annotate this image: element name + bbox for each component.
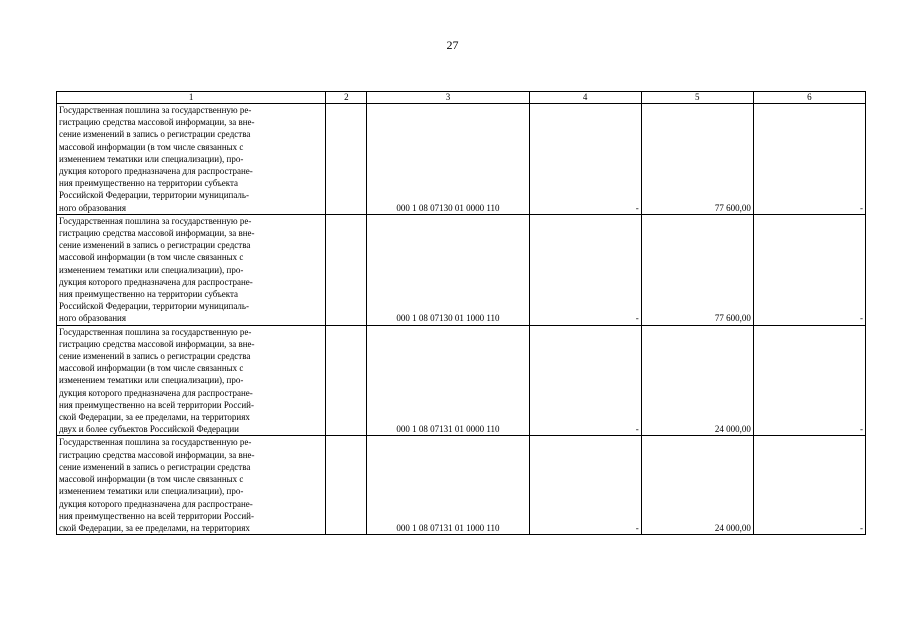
description-line: Государственная пошлина за государственную ре- — [59, 437, 252, 448]
description-line: сение изменений в запись о регистрации средства — [59, 351, 251, 362]
row-code: 000 1 08 07131 01 0000 110 — [367, 325, 529, 436]
row-col4: - — [529, 104, 641, 215]
row-code: 000 1 08 07130 01 1000 110 — [367, 214, 529, 325]
row-description — [57, 436, 326, 535]
table-row — [57, 436, 866, 535]
description-line: двух и более субъектов Российской Федерации — [59, 424, 239, 435]
row-col4: - — [529, 325, 641, 436]
description-line: изменением тематики или специализации), про- — [59, 375, 244, 386]
column-header-5: 5 — [641, 92, 753, 104]
row-col2 — [326, 104, 367, 215]
description-line: гистрацию средства массовой информации, за вне- — [59, 449, 255, 460]
row-col2 — [326, 325, 367, 436]
row-col6: - — [753, 214, 865, 325]
description-line: сение изменений в запись о регистрации средства — [59, 129, 251, 140]
table-row — [57, 104, 866, 215]
description-line: ской Федерации, за ее пределами, на территориях — [59, 522, 250, 533]
description-line: массовой информации (в том числе связанных с — [59, 141, 244, 152]
table-row — [57, 214, 866, 325]
row-col2 — [326, 436, 367, 535]
row-col6: - — [753, 325, 865, 436]
table-row — [57, 325, 866, 436]
description-line: массовой информации (в том числе связанных с — [59, 252, 244, 263]
description-line: Государственная пошлина за государственную ре- — [59, 215, 252, 226]
description-line: ской Федерации, за ее пределами, на территориях — [59, 412, 250, 423]
budget-table — [56, 91, 866, 535]
row-col4: - — [529, 214, 641, 325]
description-line: сение изменений в запись о регистрации средства — [59, 461, 251, 472]
column-header-6: 6 — [753, 92, 865, 104]
column-header-4: 4 — [529, 92, 641, 104]
description-line: Государственная пошлина за государственную ре- — [59, 105, 252, 115]
description-line: изменением тематики или специализации), про- — [59, 486, 244, 497]
header-row — [57, 92, 866, 104]
description-line: массовой информации (в том числе связанных с — [59, 474, 244, 485]
row-col6: - — [753, 104, 865, 215]
row-description — [57, 214, 326, 325]
description-line: Российской Федерации, территории муниципаль- — [59, 301, 249, 312]
column-header-1: 1 — [57, 92, 326, 104]
row-description — [57, 104, 326, 215]
row-code: 000 1 08 07131 01 1000 110 — [367, 436, 529, 535]
row-amount: 77 600,00 — [641, 214, 753, 325]
column-header-2: 2 — [326, 92, 367, 104]
description-line: гистрацию средства массовой информации, за вне- — [59, 117, 255, 128]
description-line: сение изменений в запись о регистрации средства — [59, 240, 251, 251]
row-code: 000 1 08 07130 01 0000 110 — [367, 104, 529, 215]
description-line: дукция которого предназначена для распростране- — [59, 387, 253, 398]
description-line: Государственная пошлина за государственную ре- — [59, 326, 252, 337]
row-description — [57, 325, 326, 436]
description-line: ния преимущественно на всей территории Россий- — [59, 510, 254, 521]
row-col2 — [326, 214, 367, 325]
row-amount: 24 000,00 — [641, 325, 753, 436]
description-line: дукция которого предназначена для распростране- — [59, 276, 253, 287]
description-line: дукция которого предназначена для распростране- — [59, 498, 253, 509]
column-header-3: 3 — [367, 92, 529, 104]
description-line: массовой информации (в том числе связанных с — [59, 363, 244, 374]
description-line: изменением тематики или специализации), про- — [59, 264, 244, 275]
description-line: ного образования — [59, 202, 127, 213]
page-number: 27 — [446, 38, 459, 52]
description-line: ния преимущественно на всей территории Россий- — [59, 399, 254, 410]
row-col4: - — [529, 436, 641, 535]
description-line: Российской Федерации, территории муниципаль- — [59, 190, 249, 201]
description-line: ния преимущественно на территории субъекта — [59, 289, 239, 300]
description-line: гистрацию средства массовой информации, за вне- — [59, 228, 255, 239]
description-line: изменением тематики или специализации), про- — [59, 153, 244, 164]
description-line: ния преимущественно на территории субъекта — [59, 178, 239, 189]
row-col6: - — [753, 436, 865, 535]
description-line: дукция которого предназначена для распростране- — [59, 166, 253, 177]
description-line: гистрацию средства массовой информации, за вне- — [59, 338, 255, 349]
description-line: ного образования — [59, 313, 127, 324]
row-amount: 24 000,00 — [641, 436, 753, 535]
row-amount: 77 600,00 — [641, 104, 753, 215]
